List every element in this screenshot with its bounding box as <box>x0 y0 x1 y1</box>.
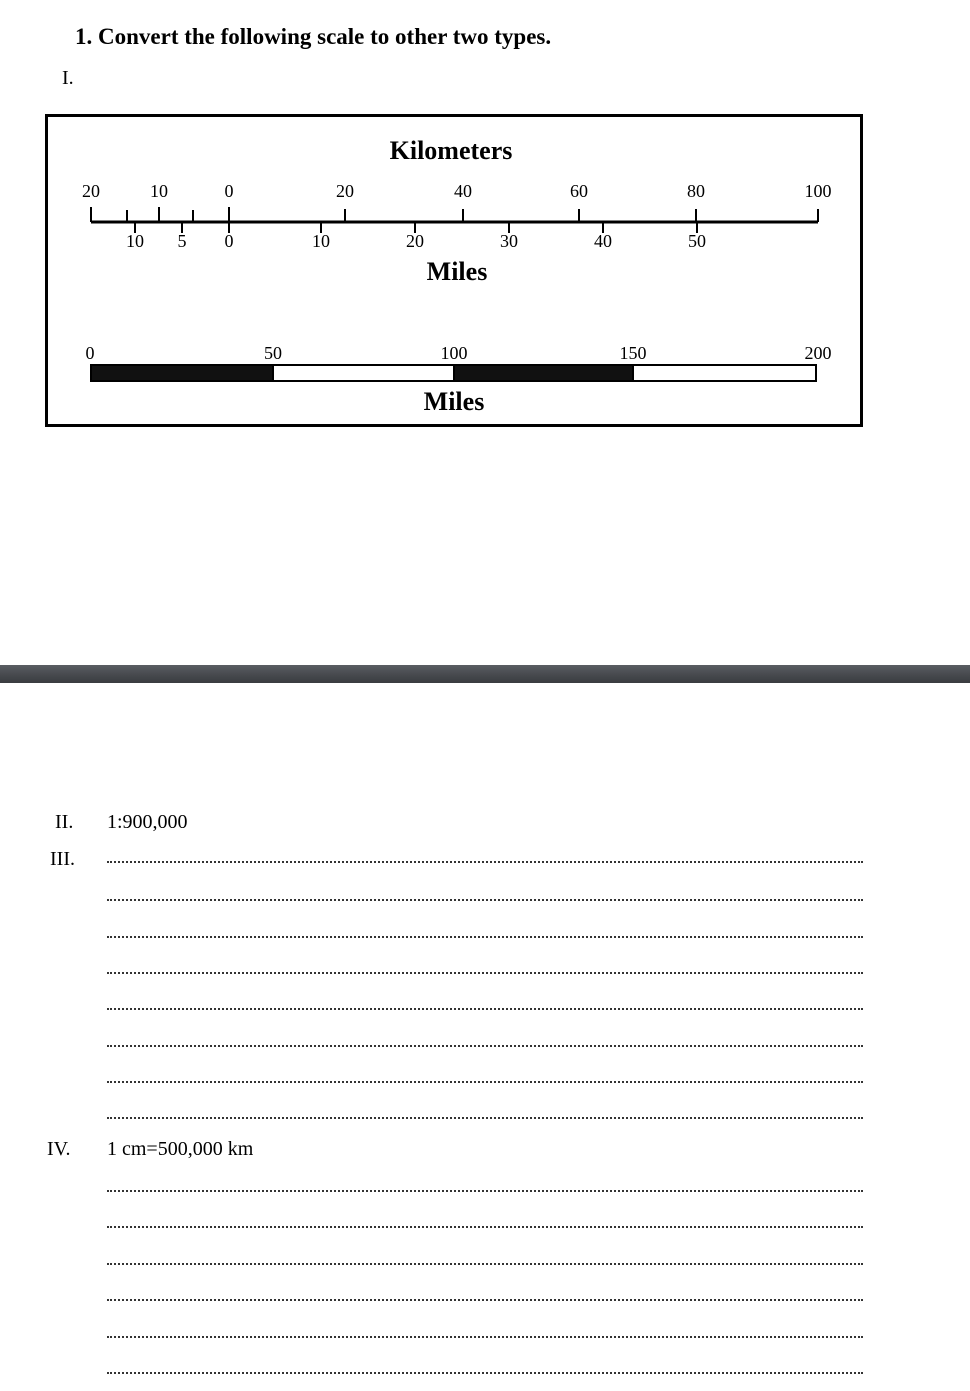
bar-scale-title-miles: Miles <box>423 387 485 416</box>
km-label: 100 <box>804 181 832 201</box>
bar-scale-label: 200 <box>804 343 832 363</box>
item-ii-text: 1:900,000 <box>107 811 188 833</box>
page-divider <box>0 665 970 683</box>
mile-label: 0 <box>224 231 234 251</box>
item-i-label: I. <box>62 67 74 89</box>
answer-line <box>107 972 863 974</box>
bar-segment-light <box>633 365 816 381</box>
km-label: 20 <box>82 181 100 201</box>
km-label: 10 <box>150 181 168 201</box>
answer-line <box>107 899 863 901</box>
answer-line <box>107 861 863 863</box>
bar-scale-label: 100 <box>440 343 468 363</box>
answer-line <box>107 936 863 938</box>
item-iv-label: IV. <box>47 1138 71 1160</box>
mile-label: 10 <box>312 231 330 251</box>
item-ii-label: II. <box>55 811 74 833</box>
bar-scale-label: 0 <box>85 343 95 363</box>
scale-figure-svg <box>48 117 860 424</box>
bar-segment-dark <box>454 365 633 381</box>
answer-line <box>107 1372 863 1374</box>
item-iii-label: III. <box>50 848 75 870</box>
mile-label: 10 <box>126 231 144 251</box>
answer-line <box>107 1226 863 1228</box>
answer-line <box>107 1117 863 1119</box>
answer-line <box>107 1190 863 1192</box>
bar-segment-dark <box>91 365 273 381</box>
bar-scale-label: 150 <box>619 343 647 363</box>
item-iv-text: 1 cm=500,000 km <box>107 1138 254 1160</box>
km-label: 0 <box>224 181 234 201</box>
km-ticks <box>91 207 818 222</box>
bar-scale-label: 50 <box>264 343 282 363</box>
answer-line <box>107 1081 863 1083</box>
bar-segment-light <box>273 365 454 381</box>
mile-label: 5 <box>177 231 187 251</box>
line-scale-title-miles: Miles <box>426 257 488 286</box>
answer-line <box>107 1263 863 1265</box>
mile-label: 50 <box>688 231 706 251</box>
answer-line <box>107 1299 863 1301</box>
mile-label: 20 <box>406 231 424 251</box>
km-label: 20 <box>336 181 354 201</box>
km-label: 60 <box>570 181 588 201</box>
answer-line <box>107 1336 863 1338</box>
answer-line <box>107 1008 863 1010</box>
mile-label: 30 <box>500 231 518 251</box>
mile-label: 40 <box>594 231 612 251</box>
scale-figure <box>45 114 863 427</box>
km-label: 80 <box>687 181 705 201</box>
answer-line <box>107 1045 863 1047</box>
line-scale-title-km: Kilometers <box>389 136 513 165</box>
question-title: 1. Convert the following scale to other two types. <box>75 24 552 49</box>
km-label: 40 <box>454 181 472 201</box>
